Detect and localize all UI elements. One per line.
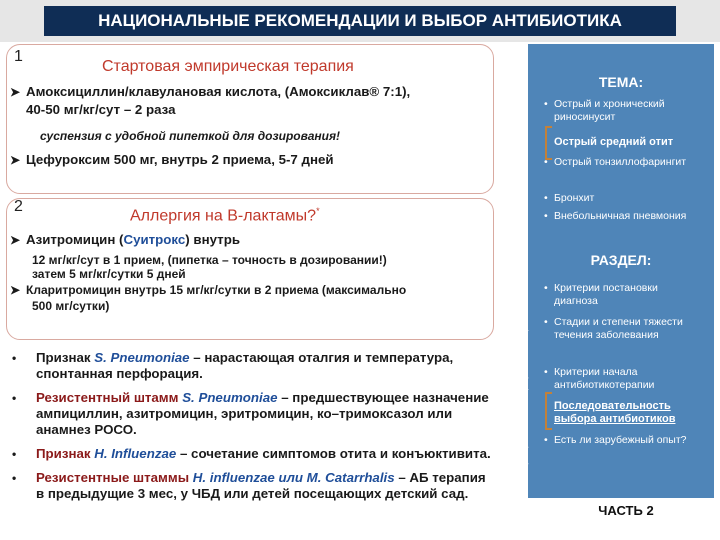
clarithromycin-line: ➤ Кларитромицин внутрь 15 мг/кг/сутки в 2 приема (максимально	[10, 283, 407, 297]
section-item-criteria[interactable]: • Критерии постановки диагноза	[544, 282, 658, 307]
topic-item-tonsillopharyngitis[interactable]: • Острый тонзиллофарингит	[544, 156, 687, 168]
sign-h-influenzae: • Признак H. Influenzae – сочетание симптомов отита и конъюктивита.	[12, 446, 491, 461]
arrow-icon: ➤	[10, 283, 21, 297]
registration-vertical-text: Препарат МНН. Регистрационный номер: П N015254/01, ЛП-000234	[520, 232, 529, 470]
cefuroxime-line: ➤ Цефуроксим 500 мг, внутрь 2 приема, 5-7 дней	[10, 152, 334, 167]
topic-item-rhinosinusitis[interactable]: • Острый и хронический риносинусит	[544, 98, 665, 123]
section-item-antibiotic-start[interactable]: • Критерии начала антибиотикотерапии	[544, 366, 655, 391]
bullet-icon: •	[12, 471, 17, 485]
azithromycin-dose1: 12 мг/кг/сут в 1 прием, (пипетка – точность в дозировании!)	[32, 253, 387, 267]
amoxicillin-line: ➤ Амоксициллин/клавулановая кислота, (Амоксиклав® 7:1),	[10, 84, 411, 99]
bullet-icon: •	[12, 447, 17, 461]
azithromycin-line: ➤ Азитромицин (Суитрокс) внутрь	[10, 232, 240, 247]
topic-item-pneumonia[interactable]: • Внебольничная пневмония	[544, 210, 687, 222]
arrow-icon: ➤	[10, 233, 21, 247]
sign-resistant-s-pneumoniae: • Резистентный штамм S. Pneumoniae – предшествующее назначение ампициллин, азитромицин, эритромицин, ко–тримоксазол или анамнез РОСО.	[12, 390, 489, 437]
amoxicillin-dose: 40-50 мг/кг/сут – 2 раза	[26, 102, 176, 117]
section-item-sequence[interactable]: Последовательность выбора антибиотиков	[554, 400, 676, 425]
bullet-icon: •	[12, 391, 17, 405]
part-label: ЧАСТЬ 2	[556, 500, 696, 522]
sign-s-pneumoniae: • Признак S. Pneumoniae – нарастающая оталгия и температура, спонтанная перфорация.	[12, 350, 454, 381]
box2-title: Аллергия на В-лактамы?*	[130, 206, 320, 225]
suspension-note: суспензия с удобной пипеткой для дозирования!	[40, 129, 341, 143]
section-heading: РАЗДЕЛ:	[590, 252, 652, 268]
topic-item-bronchitis[interactable]: • Бронхит	[544, 192, 595, 204]
section-item-foreign-experience[interactable]: • Есть ли зарубежный опыт?	[544, 434, 687, 446]
topic-heading: ТЕМА:	[598, 74, 644, 90]
topic-item-otitis[interactable]: Острый средний отит	[554, 136, 674, 148]
page-title: НАЦИОНАЛЬНЫЕ РЕКОМЕНДАЦИИ И ВЫБОР АНТИБИОТИКА	[44, 6, 676, 36]
azithromycin-dose2: затем 5 мг/кг/сутки 5 дней	[32, 267, 186, 281]
arrow-icon: ➤	[10, 85, 21, 99]
box1-title: Стартовая эмпирическая терапия	[102, 58, 354, 75]
header	[0, 0, 720, 42]
clarithromycin-dose: 500 мг/сутки)	[32, 299, 110, 313]
box1-number: 1	[14, 48, 23, 65]
highlight-bracket	[545, 392, 552, 430]
bullet-icon: •	[12, 351, 17, 365]
section-item-stages[interactable]: • Стадии и степени тяжести течения заболевания	[544, 316, 683, 341]
highlight-bracket	[545, 126, 552, 160]
arrow-icon: ➤	[10, 153, 21, 167]
box2-number: 2	[14, 198, 23, 215]
sign-resistant-strains: • Резистентные штаммы H. influenzae или M. Catarrhalis – АБ терапия в предыдущие 3 мес, у ЧБД или детей посещающих детский сад.	[12, 470, 486, 501]
